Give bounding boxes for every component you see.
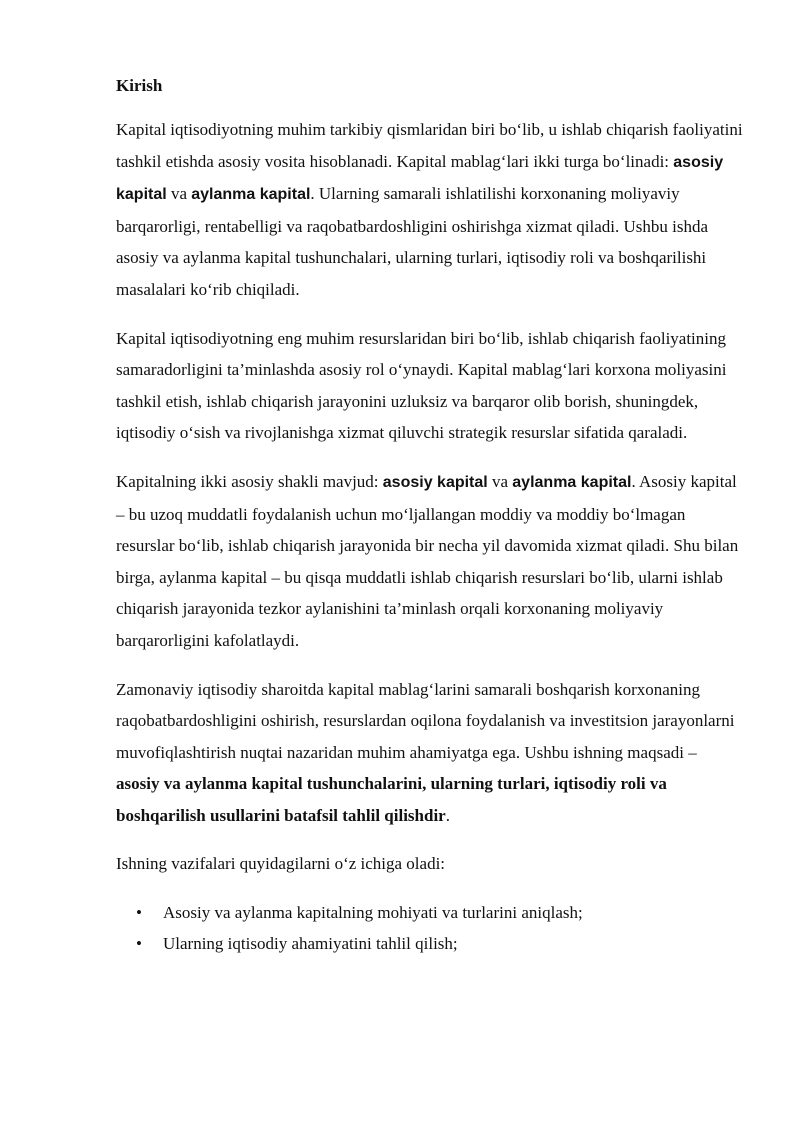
forms-text: Kapitalning ikki asosiy shakli mavjud: xyxy=(116,471,383,491)
goal-text-end: . xyxy=(445,805,450,825)
goal-text: Zamonaviy iqtisodiy sharoitda kapital mablag‘larini samarali boshqarish korxonaning raqobatbardoshligini oshirish, resurslardan oqilona foydalanish va investitsion jarayonlarni muvofiqlashtirish nuqtai nazaridan muhim ahamiyatga ega. Ushbu ishning maqsadi – xyxy=(116,679,735,762)
forms-conjunction: va xyxy=(487,471,513,491)
forms-text-end: . Asosiy kapital – bu uzoq muddatli foydalanish uchun mo‘ljallangan moddiy va moddiy bo‘lmagan resurslar bo‘lib, ishlab chiqarish jarayonida bir necha yil davomida xizmat qiladi. Shu bilan birga, aylanma kapital – bu qisqa muddatli ishlab chiqarish resurslari bo‘lib, ularni ishlab chiqarish jarayonida tezkor aylanishini ta’minlash orqali korxonaning moliyaviy barqarorligini kafolatlaydi. xyxy=(116,471,739,650)
list-item-text: Ularning iqtisodiy ahamiyatini tahlil qilish; xyxy=(163,934,458,954)
bullet-icon: • xyxy=(136,903,142,923)
goal-emphasis: asosiy va aylanma kapital tushunchalarini, ularning turlari, iqtisodiy roli va boshqarilish usullarini batafsil tahlil qilishdir xyxy=(116,774,667,825)
section-title: Kirish xyxy=(116,76,163,95)
intro-paragraph xyxy=(116,114,744,306)
list-item xyxy=(116,897,744,928)
list-item-text: Asosiy va aylanma kapitalning mohiyati va turlarini aniqlash; xyxy=(163,903,583,923)
intro-text: Kapital iqtisodiyotning muhim tarkibiy qismlaridan biri bo‘lib, u ishlab chiqarish faoliyatini tashkil etishda asosiy vosita hisoblanadi. Kapital mablag‘lari ikki turga bo‘linadi: xyxy=(116,120,743,171)
tasks-intro: Ishning vazifalari quyidagilarni o‘z ichiga oladi: xyxy=(116,854,446,874)
capital-forms-paragraph xyxy=(116,466,744,657)
capital-importance-paragraph: Kapital iqtisodiyotning eng muhim resurslaridan biri bo‘lib, ishlab chiqarish faoliyatining samaradorligini ta’minlashda asosiy rol o‘ynaydi. Kapital mablag‘lari korxona moliyasini tashkil etish, ishlab chiqarish jarayonini uzluksiz va barqaror olib borish, shuningdek, iqtisodiy o‘sish va rivojlanishga xizmat qiluvchi strategik resurslar sifatida qaraladi. xyxy=(116,328,727,443)
tasks-list xyxy=(116,897,744,959)
document-body xyxy=(116,74,744,959)
list-item xyxy=(116,928,744,959)
intro-conjunction: va xyxy=(166,184,192,204)
goal-paragraph xyxy=(116,674,744,832)
bullet-icon: • xyxy=(136,934,142,954)
intro-text-end: . Ularning samarali ishlatilishi korxonaning moliyaviy barqarorligi, rentabelligi va raqobatbardoshligini oshirishga xizmat qiladi. Ushbu ishda asosiy va aylanma kapital tushunchalari, ularning turlari, iqtisodiy roli va boshqarilishi masalalari ko‘rib chiqiladi. xyxy=(116,184,709,299)
term-aylanma-kapital: aylanma kapital xyxy=(191,186,311,204)
term-aylanma-kapital-2: aylanma kapital xyxy=(512,473,632,491)
term-asosiy-kapital: asosiy kapital xyxy=(116,153,724,204)
term-asosiy-kapital-2: asosiy kapital xyxy=(382,473,488,491)
